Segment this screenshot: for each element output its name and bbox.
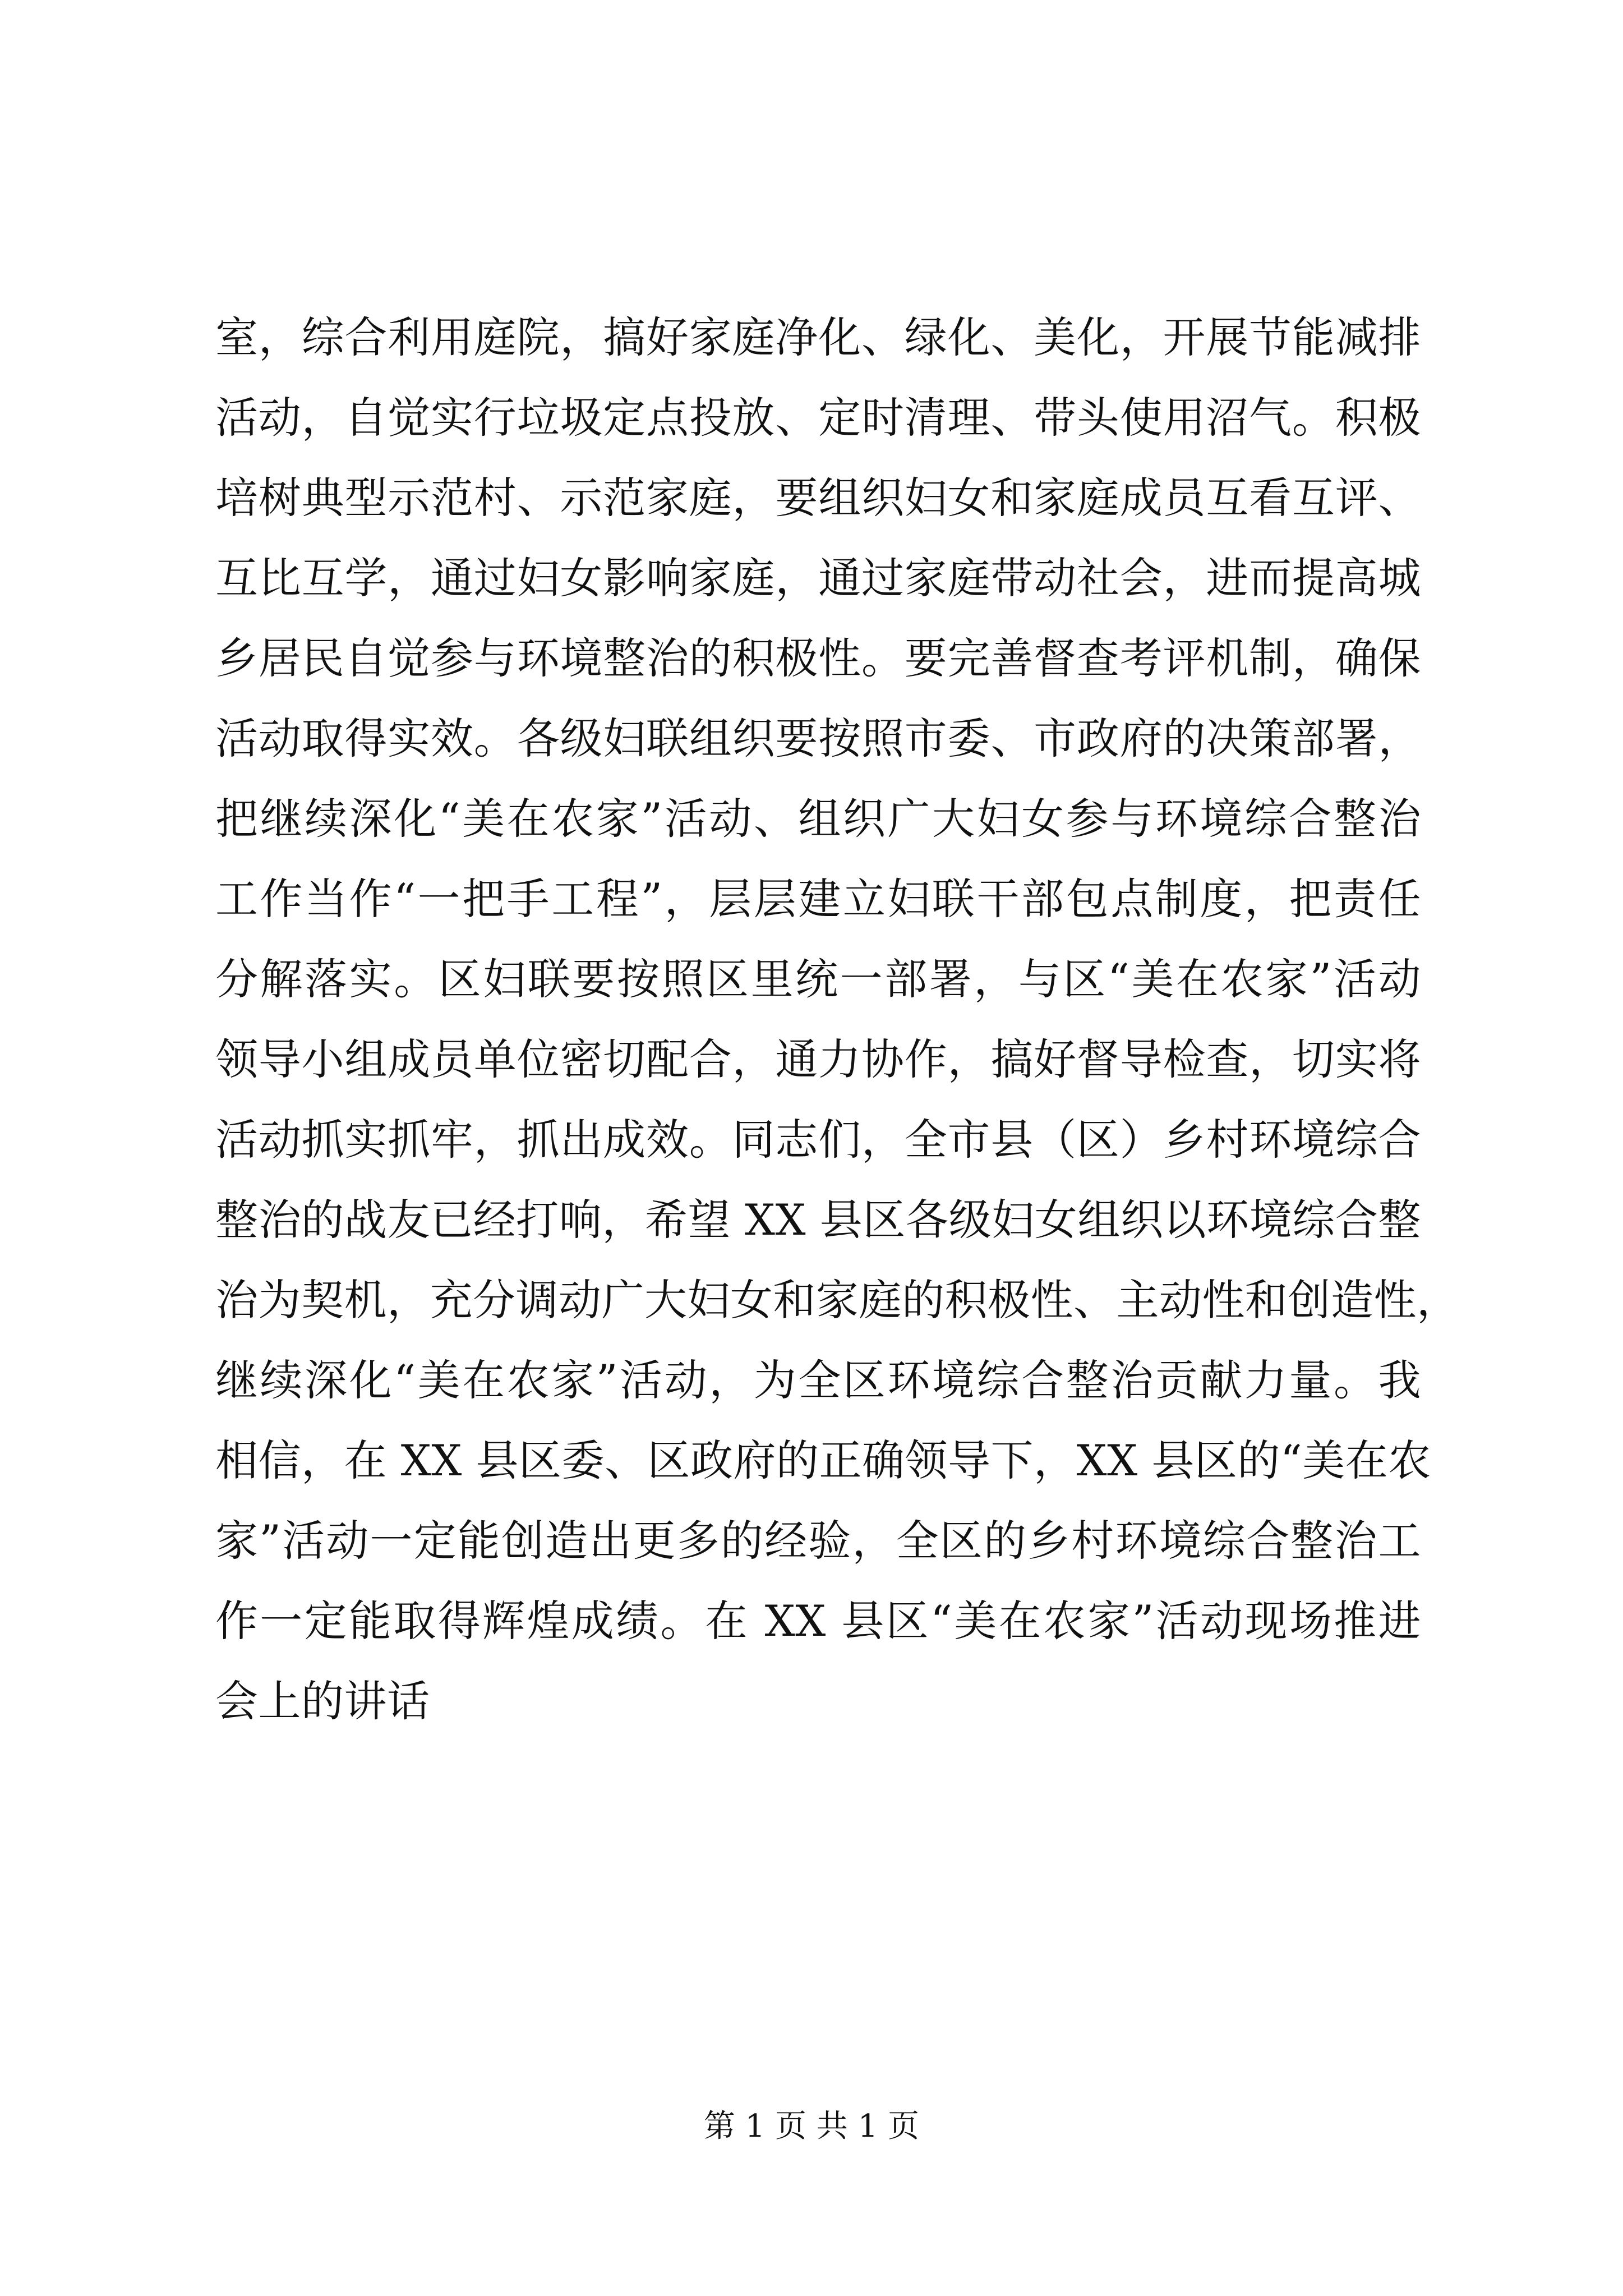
text-line-15: 相信，在 XX 县区委、区政府的正确领导下，XX 县区的“美在农: [215, 1435, 1431, 1485]
text-line-7: 把继续深化“美在农家”活动、组织广大妇女参与环境综合整治: [215, 794, 1421, 844]
text-line-2: 活动，自觉实行垃圾定点投放、定时清理、带头使用沼气。积极: [215, 393, 1421, 443]
text-line-6: 活动取得实效。各级妇联组织要按照市委、市政府的决策部署，: [215, 714, 1421, 763]
text-line-8: 工作当作“一把手工程”，层层建立妇联干部包点制度，把责任: [215, 874, 1421, 924]
text-line-9: 分解落实。区妇联要按照区里统一部署，与区“美在农家”活动: [215, 954, 1421, 1004]
text-line-5: 乡居民自觉参与环境整治的积极性。要完善督查考评机制，确保: [215, 633, 1421, 683]
text-line-1: 室，综合利用庭院，搞好家庭净化、绿化、美化，开展节能减排: [215, 312, 1421, 362]
text-line-16: 家”活动一定能创造出更多的经验，全区的乡村环境综合整治工: [215, 1516, 1421, 1566]
text-line-4: 互比互学，通过妇女影响家庭，通过家庭带动社会，进而提高城: [215, 553, 1421, 603]
text-line-13: 治为契机，充分调动广大妇女和家庭的积极性、主动性和创造性，: [215, 1275, 1460, 1325]
body-text: [215, 297, 1460, 1741]
text-line-10: 领导小组成员单位密切配合，通力协作，搞好督导检查，切实将: [215, 1034, 1421, 1084]
page-footer: [0, 2107, 1623, 2146]
text-line-18: 会上的讲话: [215, 1676, 430, 1726]
page-number: 第 1 页 共 1 页: [703, 2108, 920, 2145]
text-line-14: 继续深化“美在农家”活动，为全区环境综合整治贡献力量。我: [215, 1355, 1421, 1405]
text-line-17: 作一定能取得辉煌成绩。在 XX 县区“美在农家”活动现场推进: [215, 1596, 1421, 1646]
text-line-11: 活动抓实抓牢，抓出成效。同志们，全市县（区）乡村环境综合: [215, 1115, 1421, 1165]
text-line-12: 整治的战友已经打响，希望 XX 县区各级妇女组织以环境综合整: [215, 1195, 1421, 1245]
text-line-3: 培树典型示范村、示范家庭，要组织妇女和家庭成员互看互评、: [215, 473, 1421, 523]
